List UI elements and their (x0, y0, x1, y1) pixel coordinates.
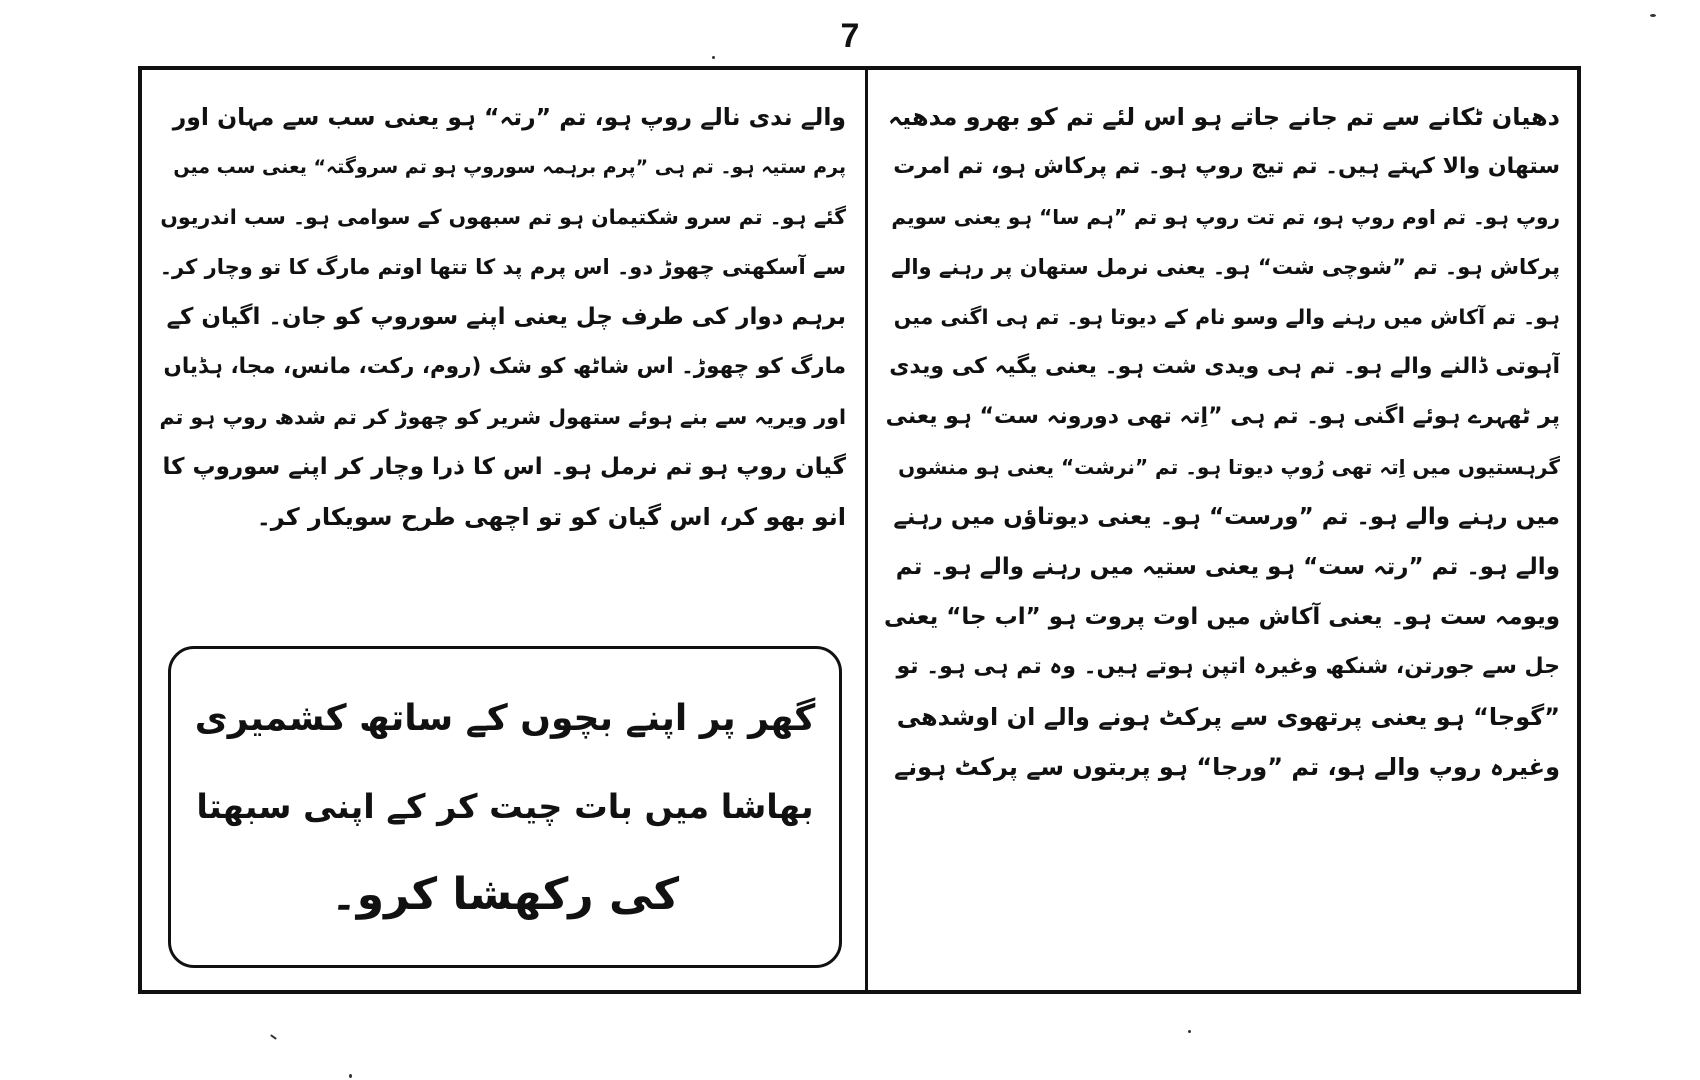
page-number: 7 (840, 17, 860, 55)
text-line: اور ویریہ سے بنے ہوئے ستھول شریر کو چھوڑ کر تم شدھ روپ ہو تم (160, 405, 846, 429)
notice-line: گھر پر اپنے بچوں کے ساتھ کشمیری (194, 698, 816, 739)
text-line: گرہستیوں میں اِتہ تھی رُوپ دیوتا ہو۔ تم ”نرشت“ یعنی ہو منشوں (898, 455, 1560, 479)
text-line: جل سے جورتن، شنکھ وغیرہ اتپن ہوتے ہیں۔ وہ تم ہی ہو۔ تو (896, 654, 1560, 679)
scan-speck (1188, 1030, 1191, 1033)
scan-speck (270, 1034, 277, 1040)
text-line: وغیرہ روپ والے ہو، تم ”ورجا“ ہو پربتوں سے پرکٹ ہونے (894, 753, 1560, 781)
text-line: سے آسکھتی چھوڑ دو۔ اس پرم پد کا تتھا اوتم مارگ کا تو وچار کر۔ (160, 255, 846, 279)
text-line: پرم ستیہ ہو۔ تم ہی ”پرم برہمہ سوروپ ہو تم سروگتہ“ یعنی سب میں (173, 156, 846, 178)
text-line: پر ٹھہرے ہوئے اگنی ہو۔ تم ہی ”اِتہ تھی دورونہ ست“ ہو یعنی (885, 404, 1560, 429)
text-line: گئے ہو۔ تم سرو شکتیمان ہو تم سبھوں کے سوامی ہو۔ سب اندریوں (160, 205, 846, 229)
notice-box (168, 646, 842, 968)
text-line: ”گوجا“ ہو یعنی پرتھوی سے پرکٹ ہونے والے ان اوشدھی (896, 703, 1560, 731)
text-line: روپ ہو۔ تم اوم روپ ہو، تم تت روپ ہو تم ”ہم سا“ ہو یعنی سویم (891, 205, 1560, 229)
notice-line: کی رکھشا کرو۔ (330, 869, 680, 920)
notice-line: بھاشا میں بات چیت کر کے اپنی سبھتا (196, 787, 814, 826)
text-line: والے ہو۔ تم ”رتہ ست“ ہو یعنی ستیہ میں رہنے والے ہو۔ تم (895, 554, 1560, 580)
column-divider (865, 66, 868, 994)
text-line: انو بھو کر، اس گیان کو تو اچھی طرح سویکار کر۔ (256, 503, 846, 531)
scan-speck (1650, 14, 1656, 17)
text-line: گیان روپ ہو تم نرمل ہو۔ اس کا ذرا وچار کر اپنے سوروپ کا (162, 454, 846, 480)
left-text-column (160, 92, 846, 542)
text-line: میں رہنے والے ہو۔ تم ”ورست“ ہو۔ یعنی دیوتاؤں میں رہنے (893, 504, 1560, 530)
text-line: ستھان والا کہتے ہیں۔ تم تیج روپ ہو۔ تم پرکاش ہو، تم امرت (893, 154, 1560, 179)
text-line: آہوتی ڈالنے والے ہو۔ تم ہی ویدی شت ہو۔ یعنی یگیہ کی ویدی (889, 354, 1560, 379)
text-line: برہم دوار کی طرف چل یعنی اپنے سوروپ کو جان۔ اگیان کے (166, 304, 846, 330)
right-text-column (884, 92, 1560, 792)
text-line: دھیان ٹکانے سے تم جانے جاتے ہو اس لئے تم کو بھرو مدھیہ (888, 103, 1560, 131)
text-line: مارگ کو چھوڑ۔ اس شاٹھ کو شک (روم، رکت، مانس، مجا، ہڈیاں (163, 354, 846, 379)
text-line: ہو۔ تم آکاش میں رہنے والے وسو نام کے دیوتا ہو۔ تم ہی اگنی میں (893, 305, 1560, 329)
scan-speck (712, 56, 715, 59)
scan-speck (349, 1074, 352, 1078)
text-line: ویومہ ست ہو۔ یعنی آکاش میں اوت پروت ہو ”اب جا“ یعنی (884, 604, 1560, 630)
text-line: والے ندی نالے روپ ہو، تم ”رتہ“ ہو یعنی سب سے مہان اور (172, 103, 846, 131)
text-line: پرکاش ہو۔ تم ”شوچی شت“ ہو۔ یعنی نرمل ستھان پر رہنے والے (891, 255, 1560, 279)
